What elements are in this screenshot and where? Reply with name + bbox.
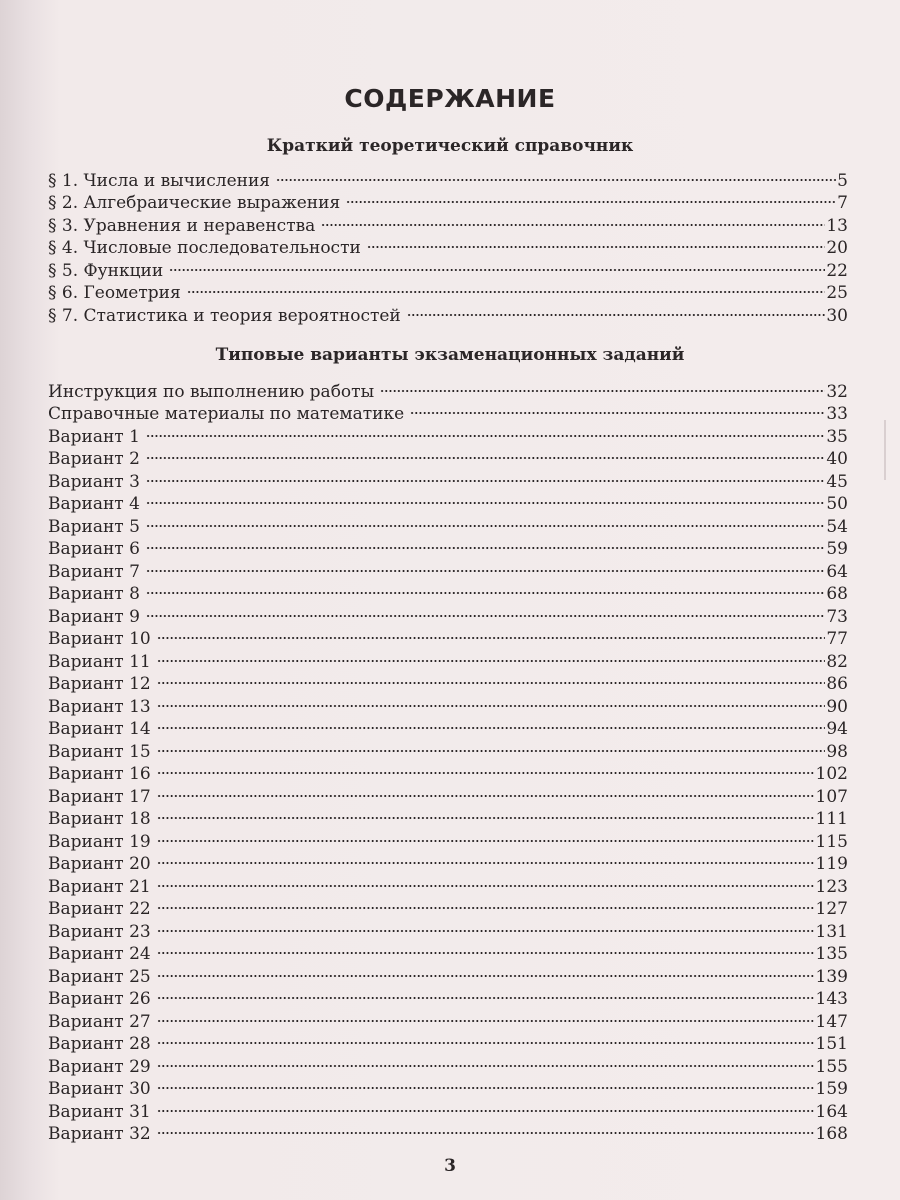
dot-leader xyxy=(157,1072,815,1095)
toc-entry-label: Вариант 1 xyxy=(48,426,140,447)
toc-entry-label: Вариант 31 xyxy=(48,1101,151,1122)
toc-entry-page: 168 xyxy=(815,1124,848,1144)
toc-entry-page: 155 xyxy=(815,1056,848,1077)
toc-entry-label: Вариант 21 xyxy=(48,876,151,897)
toc-entry-page: 143 xyxy=(815,989,848,1009)
dot-leader xyxy=(146,554,825,577)
dot-leader xyxy=(367,231,826,254)
toc-entry-page: 50 xyxy=(826,494,848,514)
dot-leader xyxy=(146,509,825,532)
toc-entry-page: 54 xyxy=(826,516,848,537)
dot-leader xyxy=(276,163,836,186)
dot-leader xyxy=(157,1094,815,1117)
toc-entry-label: § 4. Числовые последовательности xyxy=(48,238,361,258)
toc-entry[interactable] xyxy=(48,1072,848,1099)
toc-entry-page: 25 xyxy=(826,283,848,303)
toc-entry[interactable] xyxy=(48,914,848,942)
toc-entry[interactable] xyxy=(48,1049,848,1077)
toc-entry-label: Вариант 22 xyxy=(48,899,151,919)
dot-leader xyxy=(157,757,815,780)
toc-theory-list xyxy=(48,163,848,326)
dot-leader xyxy=(321,208,825,231)
toc-entry[interactable] xyxy=(48,779,848,807)
toc-entry-page: 90 xyxy=(826,696,848,717)
toc-entry-page: 139 xyxy=(815,966,848,987)
dot-leader xyxy=(146,487,825,510)
toc-entry[interactable] xyxy=(48,599,848,627)
toc-entry-label: Вариант 18 xyxy=(48,809,151,829)
toc-entry-page: 151 xyxy=(815,1034,848,1054)
toc-entry[interactable] xyxy=(48,554,848,582)
dot-leader xyxy=(157,959,815,982)
dot-leader xyxy=(157,1117,815,1140)
toc-entry-page: 59 xyxy=(826,539,848,559)
toc-entry-page: 32 xyxy=(826,381,848,402)
toc-entry[interactable] xyxy=(48,464,848,492)
dot-leader xyxy=(169,253,825,276)
toc-entry-page: 22 xyxy=(826,260,848,281)
dot-leader xyxy=(346,186,836,209)
dot-leader xyxy=(187,276,826,299)
toc-entry-label: Вариант 26 xyxy=(48,989,151,1009)
toc-entry-label: Вариант 9 xyxy=(48,606,140,627)
toc-entry-page: 82 xyxy=(826,651,848,672)
toc-entry[interactable] xyxy=(48,509,848,537)
toc-entry-label: Вариант 15 xyxy=(48,741,151,762)
toc-entry[interactable] xyxy=(48,959,848,987)
dot-leader xyxy=(407,298,826,321)
dot-leader xyxy=(146,577,825,600)
dot-leader xyxy=(157,802,815,825)
toc-variants-list xyxy=(48,374,848,1144)
toc-entry-label: § 6. Геометрия xyxy=(48,283,181,303)
toc-entry-label: Вариант 20 xyxy=(48,854,151,874)
toc-entry[interactable] xyxy=(48,163,848,191)
toc-entry[interactable] xyxy=(48,734,848,762)
page-number: 3 xyxy=(444,1156,456,1176)
dot-leader xyxy=(157,982,815,1005)
toc-entry-label: Вариант 29 xyxy=(48,1056,151,1077)
toc-entry-label: § 5. Функции xyxy=(48,260,164,281)
dot-leader xyxy=(410,397,825,420)
toc-entry-label: Вариант 8 xyxy=(48,584,140,604)
toc-entry-page: 40 xyxy=(826,449,848,469)
toc-entry-page: 7 xyxy=(837,193,848,213)
dot-leader xyxy=(157,644,826,667)
toc-entry-label: Вариант 27 xyxy=(48,1011,151,1032)
toc-entry[interactable] xyxy=(48,757,848,784)
toc-entry[interactable] xyxy=(48,1004,848,1032)
toc-entry[interactable] xyxy=(48,442,848,469)
toc-entry-label: Вариант 14 xyxy=(48,719,151,739)
dot-leader xyxy=(157,914,815,937)
toc-entry-page: 127 xyxy=(815,899,848,919)
toc-entry[interactable] xyxy=(48,622,848,649)
toc-entry[interactable] xyxy=(48,847,848,874)
toc-entry-page: 20 xyxy=(826,238,848,258)
section-heading-theory: Краткий теоретический справочник xyxy=(266,136,634,156)
toc-entry-label: Вариант 30 xyxy=(48,1079,151,1099)
dot-leader xyxy=(157,734,826,757)
toc-entry-label: Вариант 32 xyxy=(48,1124,151,1144)
dot-leader xyxy=(157,824,815,847)
toc-entry-label: Вариант 10 xyxy=(48,629,151,649)
dot-leader xyxy=(157,1027,815,1050)
toc-entry-page: 73 xyxy=(826,606,848,627)
toc-entry-label: Вариант 28 xyxy=(48,1034,151,1054)
toc-entry[interactable] xyxy=(48,937,848,964)
toc-entry[interactable] xyxy=(48,374,848,402)
dot-leader xyxy=(146,532,825,555)
toc-entry-label: Вариант 17 xyxy=(48,786,151,807)
dot-leader xyxy=(146,464,825,487)
toc-entry[interactable] xyxy=(48,577,848,604)
toc-entry-page: 13 xyxy=(826,215,848,236)
toc-entry[interactable] xyxy=(48,1094,848,1122)
dot-leader xyxy=(380,374,825,397)
dot-leader xyxy=(157,1049,815,1072)
toc-entry-page: 77 xyxy=(826,629,848,649)
toc-entry-page: 45 xyxy=(826,471,848,492)
toc-entry-label: Вариант 3 xyxy=(48,471,140,492)
toc-entry-page: 102 xyxy=(815,764,848,784)
dot-leader xyxy=(157,1004,815,1027)
dot-leader xyxy=(157,869,815,892)
toc-entry[interactable] xyxy=(48,532,848,559)
toc-entry-label: § 2. Алгебраические выражения xyxy=(48,193,341,213)
dot-leader xyxy=(157,689,826,712)
toc-entry-page: 98 xyxy=(826,741,848,762)
toc-entry[interactable] xyxy=(48,487,848,514)
toc-entry-page: 33 xyxy=(826,404,848,424)
toc-entry[interactable] xyxy=(48,892,848,919)
toc-entry[interactable] xyxy=(48,689,848,717)
toc-entry[interactable] xyxy=(48,667,848,694)
toc-entry-label: Вариант 5 xyxy=(48,516,140,537)
toc-entry-page: 94 xyxy=(826,719,848,739)
toc-entry-label: § 3. Уравнения и неравенства xyxy=(48,215,316,236)
page-title: СОДЕРЖАНИЕ xyxy=(344,84,556,113)
toc-entry-label: Вариант 19 xyxy=(48,831,151,852)
toc-entry-page: 159 xyxy=(815,1079,848,1099)
toc-entry-page: 5 xyxy=(837,170,848,191)
toc-entry-page: 135 xyxy=(815,944,848,964)
toc-entry-page: 147 xyxy=(815,1011,848,1032)
dot-leader xyxy=(157,937,815,960)
dot-leader xyxy=(146,419,825,442)
toc-entry-page: 131 xyxy=(815,921,848,942)
toc-entry-page: 119 xyxy=(815,854,848,874)
toc-entry-label: Вариант 23 xyxy=(48,921,151,942)
toc-entry-page: 123 xyxy=(815,876,848,897)
toc-entry-label: Вариант 11 xyxy=(48,651,151,672)
dot-leader xyxy=(146,599,825,622)
toc-entry-page: 68 xyxy=(826,584,848,604)
dot-leader xyxy=(157,712,826,735)
toc-entry-label: Инструкция по выполнению работы xyxy=(48,381,375,402)
toc-entry-page: 164 xyxy=(815,1101,848,1122)
toc-entry[interactable] xyxy=(48,419,848,447)
toc-entry-page: 111 xyxy=(815,809,848,829)
toc-entry[interactable] xyxy=(48,802,848,829)
toc-entry-label: § 7. Статистика и теория вероятностей xyxy=(48,305,401,326)
toc-entry-label: Вариант 16 xyxy=(48,764,151,784)
toc-entry-page: 86 xyxy=(826,674,848,694)
toc-entry-page: 64 xyxy=(826,561,848,582)
dot-leader xyxy=(157,622,826,645)
section-heading-variants: Типовые варианты экзаменационных заданий xyxy=(215,345,685,365)
toc-entry-label: Вариант 7 xyxy=(48,561,140,582)
toc-entry-label: § 1. Числа и вычисления xyxy=(48,170,271,191)
dot-leader xyxy=(157,667,826,690)
toc-entry[interactable] xyxy=(48,1117,848,1144)
toc-entry[interactable] xyxy=(48,712,848,739)
dot-leader xyxy=(146,442,825,465)
paper-crease xyxy=(884,420,886,480)
toc-entry[interactable] xyxy=(48,982,848,1009)
dot-leader xyxy=(157,892,815,915)
toc-entry-page: 107 xyxy=(815,786,848,807)
toc-entry-label: Вариант 4 xyxy=(48,494,140,514)
dot-leader xyxy=(157,779,815,802)
toc-entry-label: Вариант 12 xyxy=(48,674,151,694)
toc-entry-label: Справочные материалы по математике xyxy=(48,404,405,424)
toc-entry-label: Вариант 25 xyxy=(48,966,151,987)
toc-entry[interactable] xyxy=(48,644,848,672)
toc-entry-page: 35 xyxy=(826,426,848,447)
toc-entry-label: Вариант 24 xyxy=(48,944,151,964)
toc-entry-label: Вариант 2 xyxy=(48,449,140,469)
toc-entry[interactable] xyxy=(48,824,848,852)
toc-entry[interactable] xyxy=(48,1027,848,1054)
toc-entry-label: Вариант 13 xyxy=(48,696,151,717)
toc-entry[interactable] xyxy=(48,869,848,897)
toc-entry-page: 115 xyxy=(815,831,848,852)
dot-leader xyxy=(157,847,815,870)
toc-entry-label: Вариант 6 xyxy=(48,539,140,559)
toc-entry-page: 30 xyxy=(826,305,848,326)
